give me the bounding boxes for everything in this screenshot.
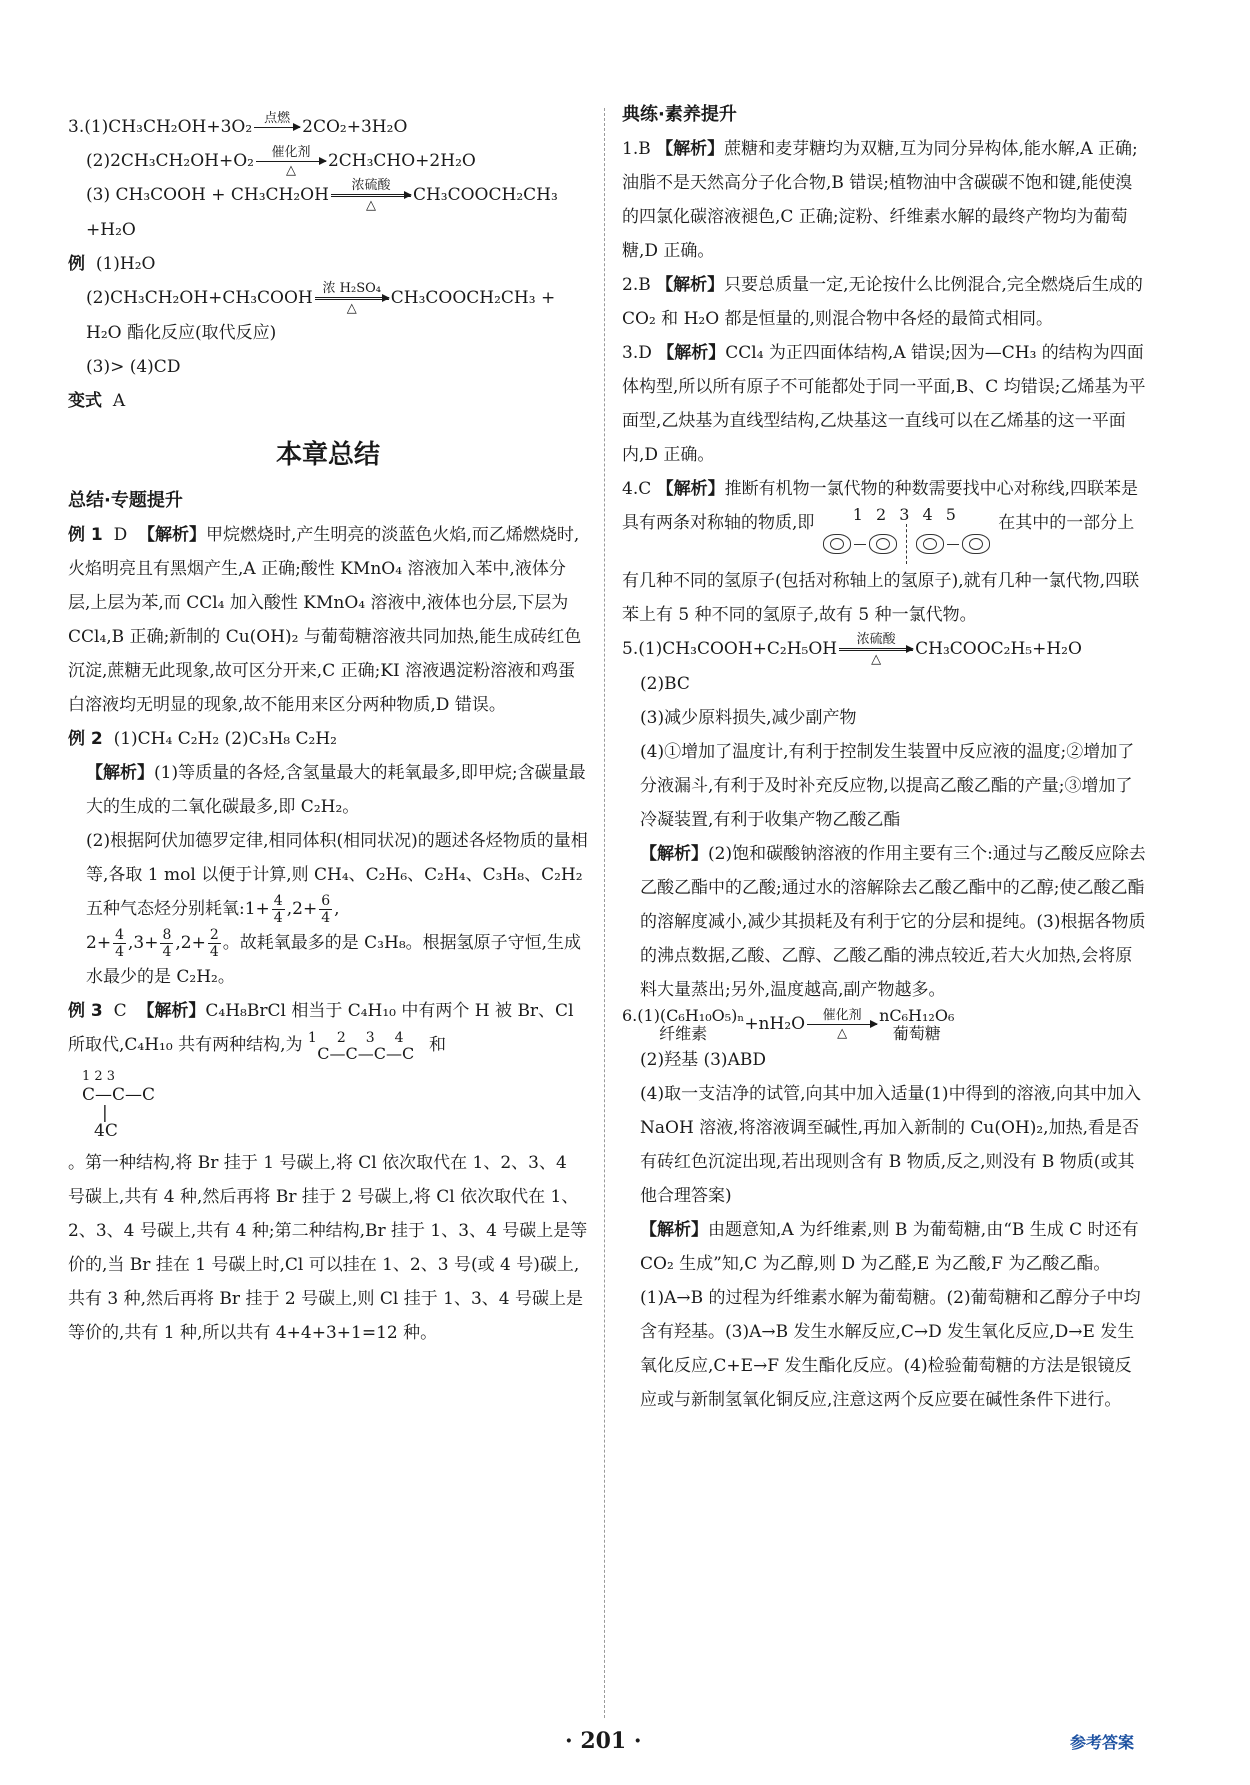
answer-5-explain: 【解析】(2)饱和碳酸钠溶液的作用主要有三个:通过与乙酸反应除去乙酸乙酯中的乙酸;通过水的溶解除去乙酸乙酯中的乙醇;使乙酸乙酯的溶解度减小,减少其损耗及有利于它的分层和提纯。(3)根据各物质的沸点数据,乙酸、乙醇、乙酸乙酯的沸点较近,若大火加热,会将原料大量蒸出;另外,温度越高,副产物越多。 bbox=[640, 844, 1146, 1000]
answer-3-line-4: +H₂O bbox=[86, 220, 136, 240]
butane-chain: 1234 C—C—C—C bbox=[307, 1029, 424, 1063]
example-3: 例 3 C 【解析】C₄H₈BrCl 相当于 C₄H₁₀ 中有两个 H 被 Br、Cl 所取代,C₄H₁₀ 共有两种结构,为 1234 C—C—C—C 和 bbox=[68, 1001, 574, 1063]
example-1: 例 1 D 【解析】甲烷燃烧时,产生明亮的淡蓝色火焰,而乙烯燃烧时,火焰明亮且有黑烟产生,A 正确;酸性 KMnO₄ 溶液加入苯中,液体分层,上层为苯,而 CCl₄ 加入酸性 KMnO₄ 溶液中,液体也分层,下层为 CCl₄,B 正确;新制的 Cu(OH)₂ 与葡萄糖溶液共同加热,能生成砖红色沉淀,蔗糖无此现象,故可区分开来,C 正确;KI 溶液遇淀粉溶液和鸡蛋白溶液均无明显的现象,故不能用来区分两种物质,D 错误。 bbox=[68, 525, 582, 715]
answer-3: 3.D 【解析】CCl₄ 为正四面体结构,A 错误;因为—CH₃ 的结构为四面体构型,所以所有原子不可能都处于同一平面,B、C 均错误;乙烯基为平面型,乙炔基为直线型结构,乙炔基这一直线可以在乙烯基的这一平面内,D 正确。 bbox=[622, 343, 1146, 465]
answer-5-line-4: (4)①增加了温度计,有利于控制发生装置中反应液的温度;②增加了分液漏斗,有利于及时补充反应物,以提高乙酸乙酯的产量;③增加了冷凝装置,有利于收集产物乙酸乙酯 bbox=[640, 742, 1135, 830]
answer-3-line-1: 3.(1)CH₃CH₂OH+3O₂ 点燃 2CO₂+3H₂O bbox=[68, 111, 408, 137]
section-title-right: 典练·素养提升 bbox=[622, 104, 737, 125]
example-2-answer: 例 2 (1)CH₄ C₂H₂ (2)C₃H₈ C₂H₂ bbox=[68, 729, 337, 749]
answer-2: 2.B 【解析】只要总质量一定,无论按什么比例混合,完全燃烧后生成的 CO₂ 和 H₂O 都是恒量的,则混合物中各烃的最简式相同。 bbox=[622, 275, 1143, 329]
answer-5-line-1: 5.(1)CH₃COOH+C₂H₅OH 浓硫酸 △ CH₃COOC₂H₅+H₂O bbox=[622, 632, 1082, 667]
example-2-explain-3: 2+ $\frac{4}{4}$ ,3+ $\frac{8}{4}$ ,2+ $\frac{2}{4}$ 。故耗氧最多的是 C₃H₈。根据氢原子守恒,生成水最少的是 C₂H₂。 bbox=[86, 927, 582, 987]
benzene-ring-icon bbox=[823, 534, 851, 554]
left-column bbox=[68, 110, 588, 1350]
example-2-explain-1: 【解析】(1)等质量的各烃,含氢量最大的耗氧最多,即甲烷;含碳量最大的生成的二氧化碳最多,即 C₂H₂。 bbox=[86, 763, 586, 817]
right-column bbox=[622, 104, 1146, 1417]
answer-5-line-2: (2)BC bbox=[640, 674, 690, 694]
benzene-ring-icon bbox=[869, 534, 897, 554]
chapter-title: 本章总结 bbox=[275, 440, 380, 470]
example-2-explain-2: (2)根据阿伏加德罗定律,相同体积(相同状况)的题述各烃物质的量相等,各取 1 mol 以便于计算,则 CH₄、C₂H₆、C₂H₄、C₃H₈、C₂H₂ 五种气态烃分别耗氧:1+ $\frac{4}{4}$ ,2+ $\frac{6}{4}$ , bbox=[86, 831, 588, 926]
benzene-ring-icon bbox=[916, 534, 944, 554]
answer-6-line-2: (2)羟基 (3)ABD bbox=[640, 1050, 766, 1070]
example-line-2: (2)CH₃CH₂OH+CH₃COOH 浓 H₂SO₄ △ CH₃COOCH₂CH₃ + bbox=[86, 281, 556, 316]
answer-6-line-3: (4)取一支洁净的试管,向其中加入适量(1)中得到的溶液,向其中加入 NaOH 溶液,将溶液调至碱性,再加入新制的 Cu(OH)₂,加热,看是否有砖红色沉淀出现,若出现则含有 B 物质,反之,则没有 B 物质(或其他合理答案) bbox=[640, 1084, 1141, 1206]
answer-6-explain: 【解析】由题意知,A 为纤维素,则 B 为葡萄糖,由“B 生成 C 时还有 CO₂ 生成”知,C 为乙醇,则 D 为乙醛,E 为乙酸,F 为乙酸乙酯。(1)A→B 的过程为纤维素水解为葡萄糖。(2)葡萄糖和乙醇分子中均含有羟基。(3)A→B 发生水解反应,C→D 发生氧化反应,D→E 发生氧化反应,C+E→F 发生酯化反应。(4)检验葡萄糖的方法是银镜反应或与新制氢氧化铜反应,注意这两个反应要在碱性条件下进行。 bbox=[640, 1220, 1141, 1410]
quaterphenyl-structure: 1 2 3 4 5 bbox=[820, 506, 993, 564]
answer-3-line-2: (2)2CH₃CH₂OH+O₂ 催化剂 △ 2CH₃CHO+2H₂O bbox=[86, 145, 476, 178]
variant-line: 变式 A bbox=[68, 391, 126, 411]
page-number: · 201 · bbox=[565, 1728, 642, 1754]
answer-4: 4.C 【解析】推断有机物一氯代物的种数需要找中心对称线,四联苯是具有两条对称轴的物质,即 1 2 3 4 5 在其中的一部分上有几种不同的氢原子(包括对称轴上的氢原子),就有几种一氯代物,四联苯上有 5 种不同的氢原子,故有 5 种一氯代物。 bbox=[622, 479, 1140, 625]
symmetry-axis-line bbox=[906, 524, 907, 564]
isobutane-structure: 1 2 3 C—C—C | 4C bbox=[82, 1069, 156, 1141]
answer-5-line-3: (3)减少原料损失,减少副产物 bbox=[640, 708, 857, 728]
example-3-explain: 。第一种结构,将 Br 挂于 1 号碳上,将 Cl 依次取代在 1、2、3、4 号碳上,共有 4 种,然后再将 Br 挂于 2 号碳上,将 Cl 依次取代在 1、2、3、4 号碳上,共有 4 种;第二种结构,Br 挂于 1、3、4 号碳上是等价的,当 Br 挂在 1 号碳上时,Cl 可以挂在 1、2、3 号(或 4 号)碳上,共有 3 种,然后再将 Br 挂于 2 号碳上,则 Cl 挂于 1、3、4 号碳上是等价的,共有 1 种,所以共有 4+4+3+1=12 种。 bbox=[68, 1153, 588, 1343]
section-title-left: 总结·专题提升 bbox=[68, 490, 183, 511]
benzene-ring-icon bbox=[962, 534, 990, 554]
example-line-4: (3)> (4)CD bbox=[86, 357, 181, 377]
example-line-3: H₂O 酯化反应(取代反应) bbox=[86, 323, 277, 343]
answer-1: 1.B 【解析】蔗糖和麦芽糖均为双糖,互为同分异构体,能水解,A 正确;油脂不是天然高分子化合物,B 错误;植物油中含碳碳不饱和键,能使溴的四氯化碳溶液褪色,C 正确;淀粉、纤维素水解的最终产物均为葡萄糖,D 正确。 bbox=[622, 139, 1138, 261]
answer-3-line-3: (3) CH₃COOH + CH₃CH₂OH 浓硫酸 △ CH₃COOCH₂CH₃ bbox=[86, 178, 558, 213]
column-divider bbox=[604, 108, 605, 1718]
footer-section-tag: 参考答案 bbox=[1070, 1733, 1135, 1752]
answer-6-line-1: 6.(1)(C₆H₁₀O₅)ₙ 纤维素 +nH₂O 催化剂 △ nC₆H₁₂O₆ 葡萄糖 bbox=[622, 1006, 955, 1043]
example-line-1: 例 (1)H₂O bbox=[68, 254, 156, 274]
